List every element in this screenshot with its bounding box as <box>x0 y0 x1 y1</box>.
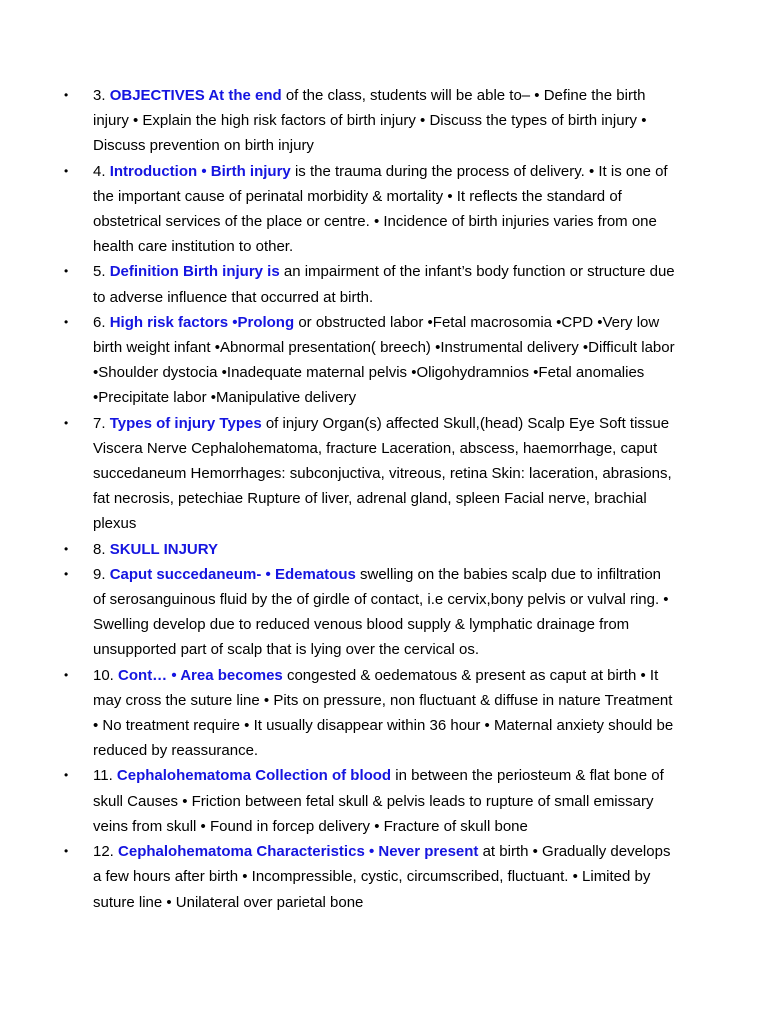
item-number: 6. <box>93 313 106 331</box>
bullet-dot: • <box>64 768 69 783</box>
bullet-dot: • <box>64 163 69 178</box>
item-body: congested & oedematous & present as caput at birth • It may cross the suture line • Pits on pressure, non fluctuant & diffuse in nature Treatment • No treatment require • It usually disappear within 36 hour • Maternal anxiety should be reduced by reassurance. <box>93 666 674 760</box>
item-body: is the trauma during the process of delivery. • It is one of the important cause of perinatal morbidity & mortality • It reflects the standard of obstetrical services of the place or centre. • Incidence of birth injuries varies from one health care institution to other. <box>93 162 668 256</box>
bullet-dot: • <box>64 264 69 279</box>
item-heading: Types of injury Types <box>109 414 262 432</box>
item-heading: SKULL INJURY <box>109 540 219 558</box>
item-body: swelling on the babies scalp due to infiltration of serosanguinous fluid by the of girdle of contact, i.e cervix,bony pelvis or vulval ring. • Swelling develop due to reduced venous blood supply & lymphatic drainage from unsupported part of scalp that is lying over the cervical os. <box>93 565 669 659</box>
item-number: 7. <box>93 414 106 432</box>
bullet-dot: • <box>64 415 69 430</box>
list-item <box>0 310 676 411</box>
item-heading: Cont… • Area becomes <box>118 666 283 684</box>
item-heading: OBJECTIVES At the end <box>109 87 282 104</box>
bullet-dot: • <box>64 314 69 329</box>
item-number: 3. <box>93 87 106 104</box>
bullet-dot: • <box>64 667 69 682</box>
item-number: 9. <box>93 565 106 583</box>
list-item <box>0 159 676 260</box>
item-heading: Definition Birth injury is <box>109 263 280 281</box>
slide-list <box>0 83 768 915</box>
list-item <box>0 83 676 159</box>
bullet-dot: • <box>64 541 69 556</box>
item-number: 8. <box>93 540 106 558</box>
list-item <box>0 839 676 915</box>
item-heading: Introduction • Birth injury <box>109 162 291 180</box>
item-body: of the class, students will be able to– • Define the birth injury • Explain the high risk factors of birth injury • Discuss the types of birth injury • Discuss prevention on birth injury <box>93 87 647 155</box>
item-body: of injury Organ(s) affected Skull,(head) Scalp Eye Soft tissue Viscera Nerve Cephalohematoma, fracture Laceration, abscess, haemorrhage, caput succedaneum Hemorrhages: subconjuctiva, vitreous, retina Skin: laceration, abrasions, fat necrosis, petechiae Rupture of liver, adrenal gland, spleen Facial nerve, brachial plexus <box>93 414 672 533</box>
item-body: in between the periosteum & flat bone of skull Causes • Friction between fetal skull & pelvis leads to rupture of small emissary veins from skull • Found in forcep delivery • Fracture of skull bone <box>93 767 664 835</box>
list-item <box>0 411 676 537</box>
item-number: 11. <box>93 767 113 785</box>
item-body: or obstructed labor •Fetal macrosomia •CPD •Very low birth weight infant •Abnormal presentation( breech) •Instrumental delivery •Difficult labor •Shoulder dystocia •Inadequate maternal pelvis •Oligohydramnios •Fetal anomalies •Precipitate labor •Manipulative delivery <box>93 313 675 407</box>
bullet-dot: • <box>64 844 69 859</box>
item-body: an impairment of the infant’s body function or structure due to adverse influence that occurred at birth. <box>93 263 675 306</box>
bullet-dot: • <box>64 566 69 581</box>
document-page <box>0 83 768 915</box>
list-item <box>0 562 676 663</box>
item-heading: High risk factors •Prolong <box>109 313 295 331</box>
list-item <box>0 537 676 562</box>
list-item <box>0 259 676 309</box>
item-heading: Cephalohematoma Collection of blood <box>116 767 392 785</box>
item-body: at birth • Gradually develops a few hours after birth • Incompressible, cystic, circumscribed, fluctuant. • Limited by suture line • Unilateral over parietal bone <box>93 843 671 911</box>
list-item <box>0 663 676 764</box>
item-heading: Caput succedaneum- • Edematous <box>109 565 356 583</box>
item-heading: Cephalohematoma Characteristics • Never present <box>118 843 479 861</box>
item-number: 5. <box>93 263 106 281</box>
bullet-dot: • <box>64 88 69 102</box>
item-number: 10. <box>93 666 114 684</box>
list-item <box>0 763 676 839</box>
item-number: 4. <box>93 162 106 180</box>
item-number: 12. <box>93 843 114 861</box>
